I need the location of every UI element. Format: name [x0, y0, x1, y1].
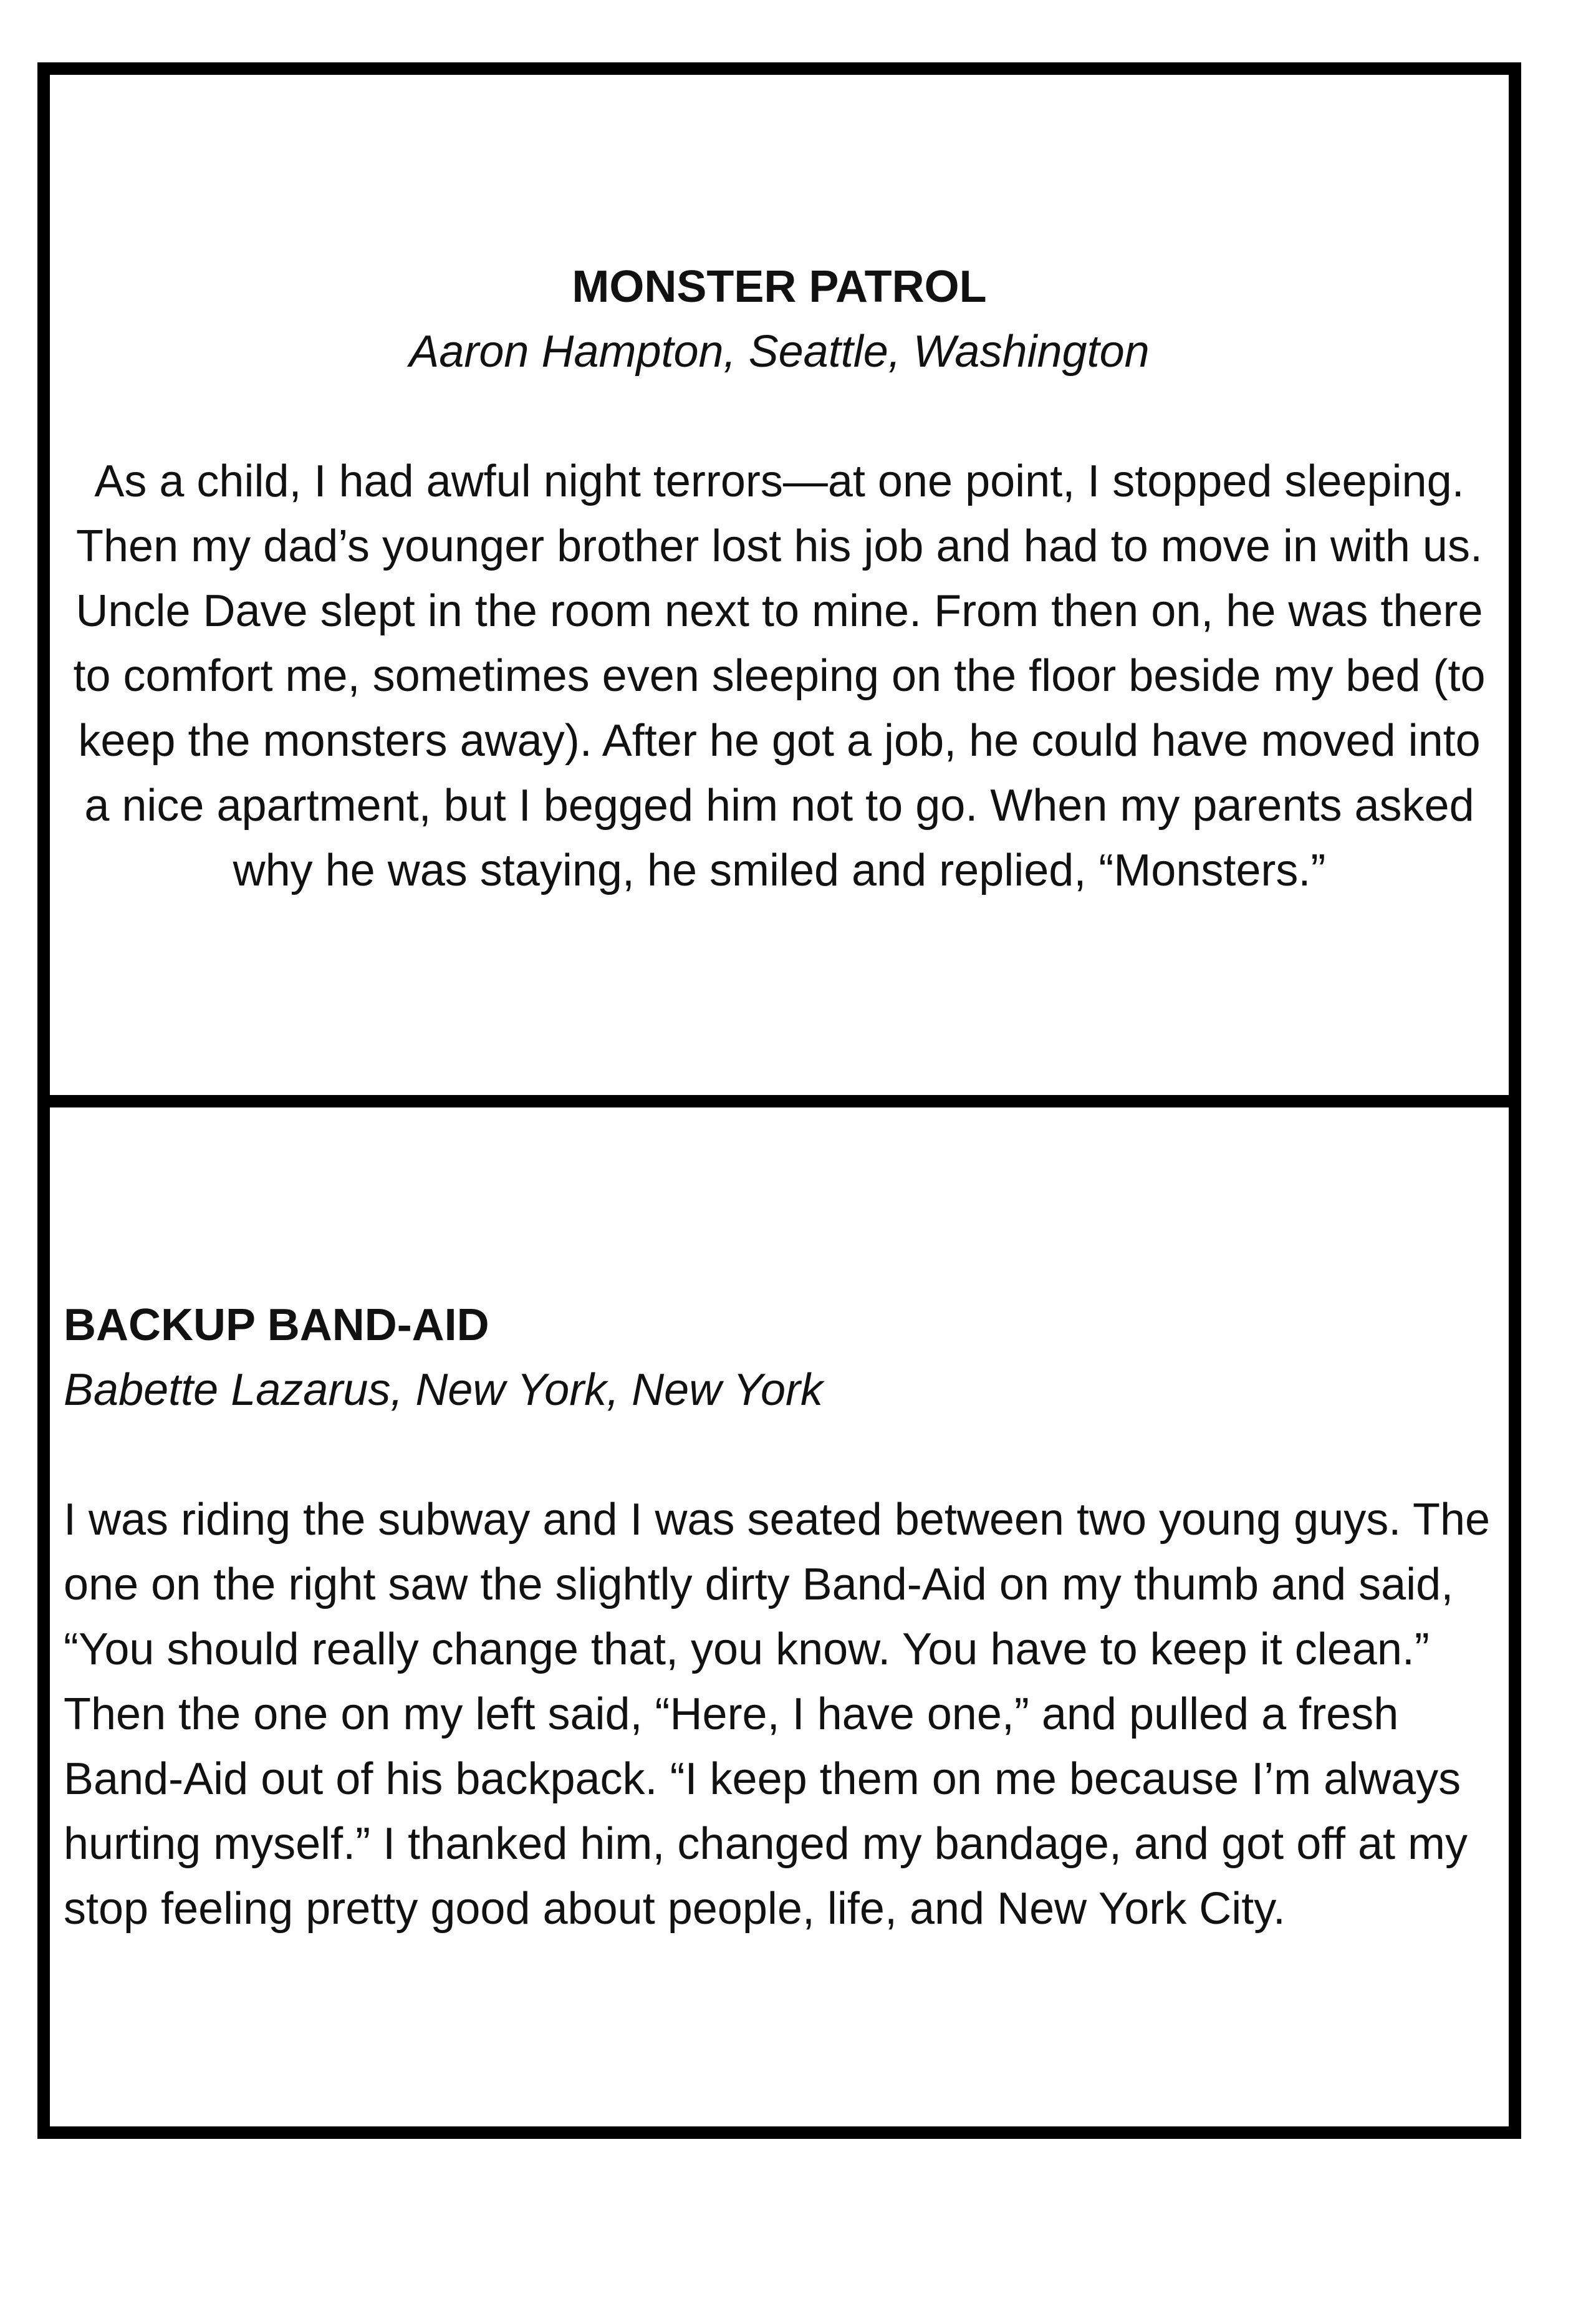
story-monster-patrol	[52, 62, 1506, 1095]
story-body: I was riding the subway and I was seated between two young guys. The one on the right saw the slightly dirty Band-Aid on my thumb and said, “You should really change that, you know. You have to keep it clean.” Then the one on my left said, “Here, I have one,” and pulled a fresh Band-Aid out of his backpack. “I keep them on me because I’m always hurting myself.” I thanked him, changed my bandage, and got off at my stop feeling pretty good about people, life, and New York City.	[64, 1495, 1491, 1934]
section-divider	[37, 1095, 1521, 1107]
story-body: As a child, I had awful night terrors—at one point, I stopped sleeping. Then my dad’s younger brother lost his job and had to move in with us. Uncle Dave slept in the room next to mine. From then on, he was there to comfort me, sometimes even sleeping on the floor beside my bed (to keep the monsters away). After he got a job, he could have moved into a nice apartment, but I begged him not to go. When my parents asked why he was staying, he smiled and replied, “Monsters.”	[73, 456, 1486, 895]
story-title: BACKUP BAND-AID	[64, 1300, 489, 1350]
story-byline: Babette Lazarus, New York, New York	[64, 1365, 823, 1415]
story-backup-band-aid	[52, 1107, 1506, 2126]
story-byline: Aaron Hampton, Seattle, Washington	[409, 327, 1150, 377]
story-title: MONSTER PATROL	[572, 262, 987, 312]
